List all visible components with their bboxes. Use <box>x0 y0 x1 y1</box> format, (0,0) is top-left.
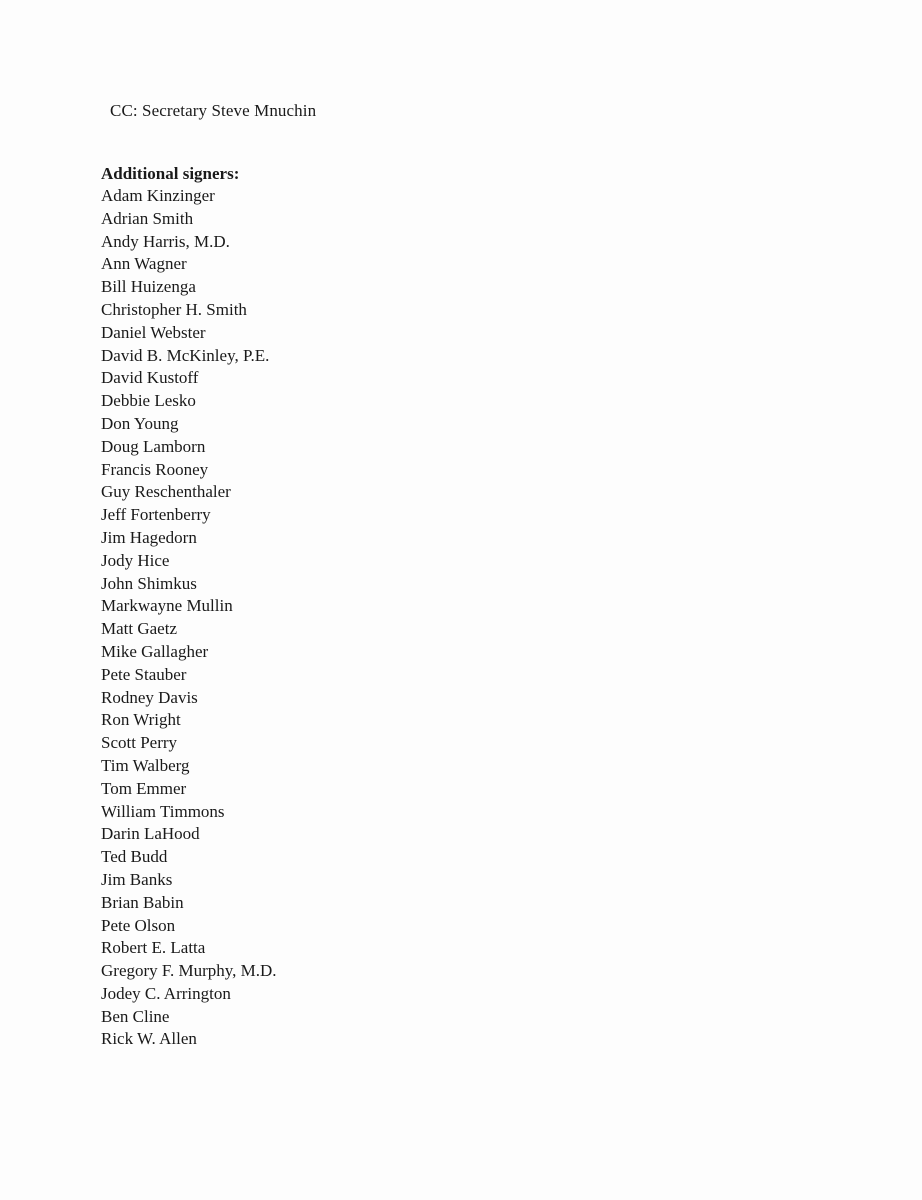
signers-heading: Additional signers: <box>101 164 240 183</box>
signer-name: Darin LaHood <box>101 824 200 844</box>
signer-name: Robert E. Latta <box>101 938 206 958</box>
signer-name: David B. McKinley, P.E. <box>101 345 270 365</box>
signer-name: Andy Harris, M.D. <box>101 231 230 251</box>
signer-list <box>101 185 277 1051</box>
signer-name: Debbie Lesko <box>101 391 196 411</box>
signer-name: Ron Wright <box>101 710 181 730</box>
cc-line: CC: Secretary Steve Mnuchin <box>110 101 317 120</box>
signer-name: Gregory F. Murphy, M.D. <box>101 961 277 981</box>
signer-name: Adrian Smith <box>101 208 194 228</box>
signer-name: Ted Budd <box>101 847 168 867</box>
signer-name: Ben Cline <box>101 1006 170 1026</box>
signer-name: Adam Kinzinger <box>101 186 215 205</box>
signer-name: Guy Reschenthaler <box>101 482 231 502</box>
signer-name: Matt Gaetz <box>101 619 177 639</box>
signer-name: Brian Babin <box>101 892 184 912</box>
signer-name: Pete Stauber <box>101 664 187 684</box>
signer-name: Bill Huizenga <box>101 277 196 297</box>
signer-name: Tim Walberg <box>101 755 190 775</box>
signer-name: Rick W. Allen <box>101 1029 197 1049</box>
signer-name: Don Young <box>101 413 179 433</box>
signer-name: John Shimkus <box>101 573 197 593</box>
signer-name: William Timmons <box>101 801 225 821</box>
signer-name: Francis Rooney <box>101 459 209 479</box>
signer-name: Doug Lamborn <box>101 436 206 456</box>
signer-name: Jim Hagedorn <box>101 527 197 547</box>
signer-name: Jeff Fortenberry <box>101 505 211 525</box>
signer-name: Mike Gallagher <box>101 641 209 661</box>
signer-name: Christopher H. Smith <box>101 299 247 319</box>
signer-name: Rodney Davis <box>101 687 198 707</box>
signer-name: Markwayne Mullin <box>101 596 233 616</box>
signer-name: Jim Banks <box>101 869 173 889</box>
signer-name: Jodey C. Arrington <box>101 983 231 1003</box>
signer-name: Jody Hice <box>101 550 170 570</box>
signer-name: Tom Emmer <box>101 778 187 798</box>
signer-name: Ann Wagner <box>101 254 187 274</box>
signer-name: Pete Olson <box>101 915 176 935</box>
signer-name: Scott Perry <box>101 733 178 753</box>
signers-section <box>101 162 277 1051</box>
signer-name: Daniel Webster <box>101 322 206 342</box>
signer-name: David Kustoff <box>101 368 199 388</box>
